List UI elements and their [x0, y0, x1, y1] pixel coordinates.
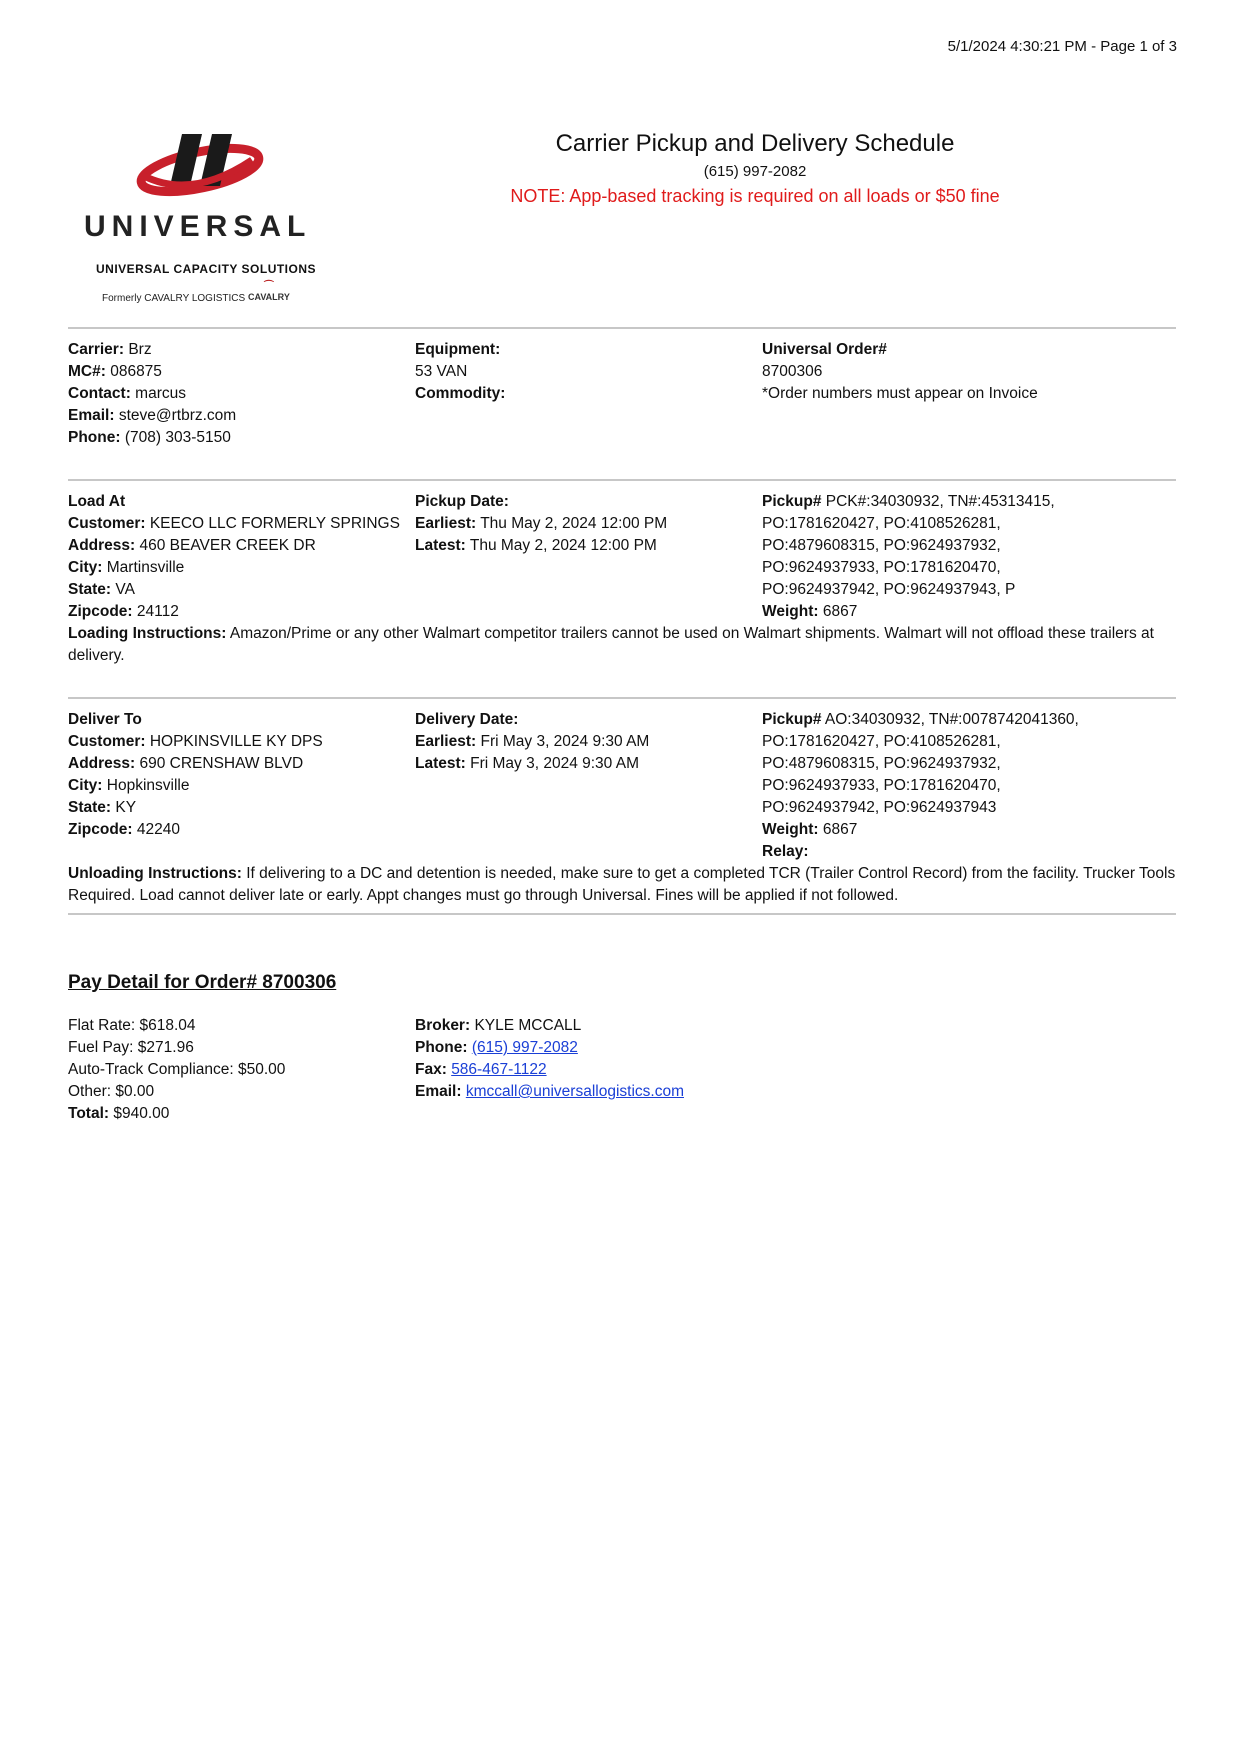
broker-email-label: Email: [415, 1083, 462, 1100]
pickup-line: PO:9624937942, PO:9624937943, P [762, 581, 1016, 598]
earliest-value: Fri May 3, 2024 9:30 AM [480, 733, 650, 750]
zip-row [68, 601, 408, 623]
latest-row [415, 753, 755, 775]
equipment-value: 53 VAN [415, 363, 468, 380]
mc-label: MC#: [68, 363, 106, 380]
zip-row [68, 819, 408, 841]
earliest-label: Earliest: [415, 733, 477, 750]
unloading-instructions [68, 863, 1178, 907]
state-value: VA [115, 581, 135, 598]
carrier-label: Carrier: [68, 341, 124, 358]
city-value: Martinsville [106, 559, 185, 576]
city-row [68, 557, 408, 579]
pickup-line: PO:4879608315, PO:9624937932, [762, 537, 1001, 554]
company-name: UNIVERSAL CAPACITY SOLUTIONS [96, 262, 317, 276]
order-number: 8700306 [762, 363, 823, 380]
latest-label: Latest: [415, 537, 466, 554]
delivery-date-info [415, 709, 755, 775]
city-value: Hopkinsville [106, 777, 190, 794]
state-row [68, 797, 408, 819]
deliver-to-heading: Deliver To [68, 711, 142, 728]
broker-row [415, 1015, 835, 1037]
state-label: State: [68, 581, 112, 598]
total-label: Total: [68, 1105, 110, 1122]
pickup-line [762, 709, 1182, 731]
header-phone: (615) 997-2082 [703, 163, 807, 180]
unloading-instructions-label: Unloading Instructions: [68, 865, 242, 882]
divider [68, 327, 1176, 329]
total-row [68, 1103, 408, 1125]
order-label: Universal Order# [762, 341, 887, 358]
customer-label: Customer: [68, 515, 146, 532]
universal-logo-mark-icon [82, 130, 322, 200]
unloading-instructions-text: If delivering to a DC and detention is needed, make sure to get a completed TCR (Trailer Control Record) from the facility. Trucker Tools Required. Load cannot deliver late or early. Appt changes must go through Universal. Fines will be applied if not followed. [68, 865, 1176, 904]
divider [68, 479, 1176, 481]
latest-row [415, 535, 755, 557]
delivery-numbers [762, 709, 1182, 863]
logo-wordmark: UNIVERSAL [84, 210, 312, 243]
auto-track-compliance: Auto-Track Compliance: $50.00 [68, 1061, 286, 1078]
divider [68, 697, 1176, 699]
broker-fax-link[interactable]: 586-467-1122 [451, 1061, 547, 1078]
load-at-info [68, 491, 408, 623]
broker-phone-row [415, 1037, 835, 1059]
pickup-line [762, 491, 1182, 513]
cavalry-logo-text: CAVALRY [248, 292, 290, 302]
earliest-value: Thu May 2, 2024 12:00 PM [480, 515, 668, 532]
loading-instructions [68, 623, 1178, 667]
pickup-line: PO:9624937933, PO:1781620470, [762, 777, 1001, 794]
pickup-line: PO:1781620427, PO:4108526281, [762, 515, 1001, 532]
broker-fax-label: Fax: [415, 1061, 447, 1078]
zip-value: 42240 [136, 821, 181, 838]
broker-value: KYLE MCCALL [474, 1017, 582, 1034]
weight-row [762, 819, 1182, 841]
address-row [68, 753, 408, 775]
broker-phone-link[interactable]: (615) 997-2082 [471, 1039, 578, 1056]
broker-label: Broker: [415, 1017, 471, 1034]
earliest-row [415, 513, 755, 535]
equipment-label: Equipment: [415, 341, 501, 358]
customer-label: Customer: [68, 733, 146, 750]
phone-row [68, 427, 408, 449]
weight-label: Weight: [762, 821, 819, 838]
earliest-label: Earliest: [415, 515, 477, 532]
customer-row [68, 513, 408, 535]
pickup-value: PCK#:34030932, TN#:45313415, [825, 493, 1055, 510]
flat-rate: Flat Rate: $618.04 [68, 1017, 196, 1034]
address-label: Address: [68, 537, 136, 554]
broker-phone-label: Phone: [415, 1039, 468, 1056]
delivery-date-heading: Delivery Date: [415, 711, 519, 728]
order-note: *Order numbers must appear on Invoice [762, 385, 1038, 402]
address-value: 460 BEAVER CREEK DR [139, 537, 316, 554]
pickup-line: PO:4879608315, PO:9624937932, [762, 755, 1001, 772]
deliver-to-info [68, 709, 408, 841]
other-pay: Other: $0.00 [68, 1083, 155, 1100]
formerly-text: Formerly CAVALRY LOGISTICS [102, 293, 246, 304]
customer-row [68, 731, 408, 753]
contact-row [68, 383, 408, 405]
zip-label: Zipcode: [68, 821, 133, 838]
customer-value: HOPKINSVILLE KY DPS [149, 733, 323, 750]
page-title: Carrier Pickup and Delivery Schedule [555, 130, 955, 157]
pickup-date-info [415, 491, 755, 557]
fuel-pay: Fuel Pay: $271.96 [68, 1039, 194, 1056]
pickup-line: PO:9624937933, PO:1781620470, [762, 559, 1001, 576]
zip-value: 24112 [136, 603, 179, 620]
pickup-line: PO:1781620427, PO:4108526281, [762, 733, 1001, 750]
order-info [762, 339, 1182, 405]
tracking-note: NOTE: App-based tracking is required on all loads or $50 fine [510, 186, 1000, 206]
address-row [68, 535, 408, 557]
address-label: Address: [68, 755, 136, 772]
zip-label: Zipcode: [68, 603, 133, 620]
equipment-info [415, 339, 755, 405]
pickup-date-heading: Pickup Date: [415, 493, 509, 510]
relay-label: Relay: [762, 843, 809, 860]
state-value: KY [115, 799, 137, 816]
divider [68, 913, 1176, 915]
pay-breakdown [68, 1015, 408, 1125]
weight-label: Weight: [762, 603, 819, 620]
total-value: $940.00 [113, 1105, 170, 1122]
carrier-info [68, 339, 408, 449]
broker-email-row [415, 1081, 835, 1103]
customer-value: KEECO LLC FORMERLY SPRINGS [149, 515, 400, 532]
latest-value: Fri May 3, 2024 9:30 AM [470, 755, 639, 772]
load-at-heading: Load At [68, 493, 126, 510]
carrier-row [68, 339, 408, 361]
pickup-label: Pickup# [762, 493, 822, 510]
pickup-value: AO:34030932, TN#:0078742041360, [824, 711, 1079, 728]
broker-info [415, 1015, 835, 1103]
page-timestamp: 5/1/2024 4:30:21 PM - Page 1 of 3 [947, 38, 1177, 55]
pickup-numbers [762, 491, 1182, 623]
email-label: Email: [68, 407, 115, 424]
carrier-value: Brz [128, 341, 152, 358]
loading-instructions-text: Amazon/Prime or any other Walmart competitor trailers cannot be used on Walmart shipments. Walmart will not offload these trailers at delivery. [68, 625, 1154, 664]
horse-icon: ⌒ [263, 281, 274, 292]
city-label: City: [68, 777, 103, 794]
universal-logo [82, 140, 322, 243]
commodity-label: Commodity: [415, 385, 506, 402]
pickup-label: Pickup# [762, 711, 822, 728]
mc-row [68, 361, 408, 383]
contact-label: Contact: [68, 385, 131, 402]
address-value: 690 CRENSHAW BLVD [139, 755, 304, 772]
email-value: steve@rtbrz.com [118, 407, 237, 424]
mc-value: 086875 [110, 363, 162, 380]
state-row [68, 579, 408, 601]
latest-label: Latest: [415, 755, 466, 772]
contact-value: marcus [135, 385, 186, 402]
latest-value: Thu May 2, 2024 12:00 PM [469, 537, 657, 554]
email-row [68, 405, 408, 427]
earliest-row [415, 731, 755, 753]
loading-instructions-label: Loading Instructions: [68, 625, 227, 642]
cavalry-logo [248, 282, 290, 302]
state-label: State: [68, 799, 112, 816]
broker-fax-row [415, 1059, 835, 1081]
weight-value: 6867 [822, 603, 858, 620]
city-row [68, 775, 408, 797]
pickup-line: PO:9624937942, PO:9624937943 [762, 799, 997, 816]
city-label: City: [68, 559, 103, 576]
broker-email-link[interactable]: kmccall@universallogistics.com [465, 1083, 684, 1100]
phone-value: (708) 303-5150 [124, 429, 231, 446]
pay-detail-title: Pay Detail for Order# 8700306 [68, 972, 337, 993]
phone-label: Phone: [68, 429, 121, 446]
weight-row [762, 601, 1182, 623]
weight-value: 6867 [822, 821, 858, 838]
